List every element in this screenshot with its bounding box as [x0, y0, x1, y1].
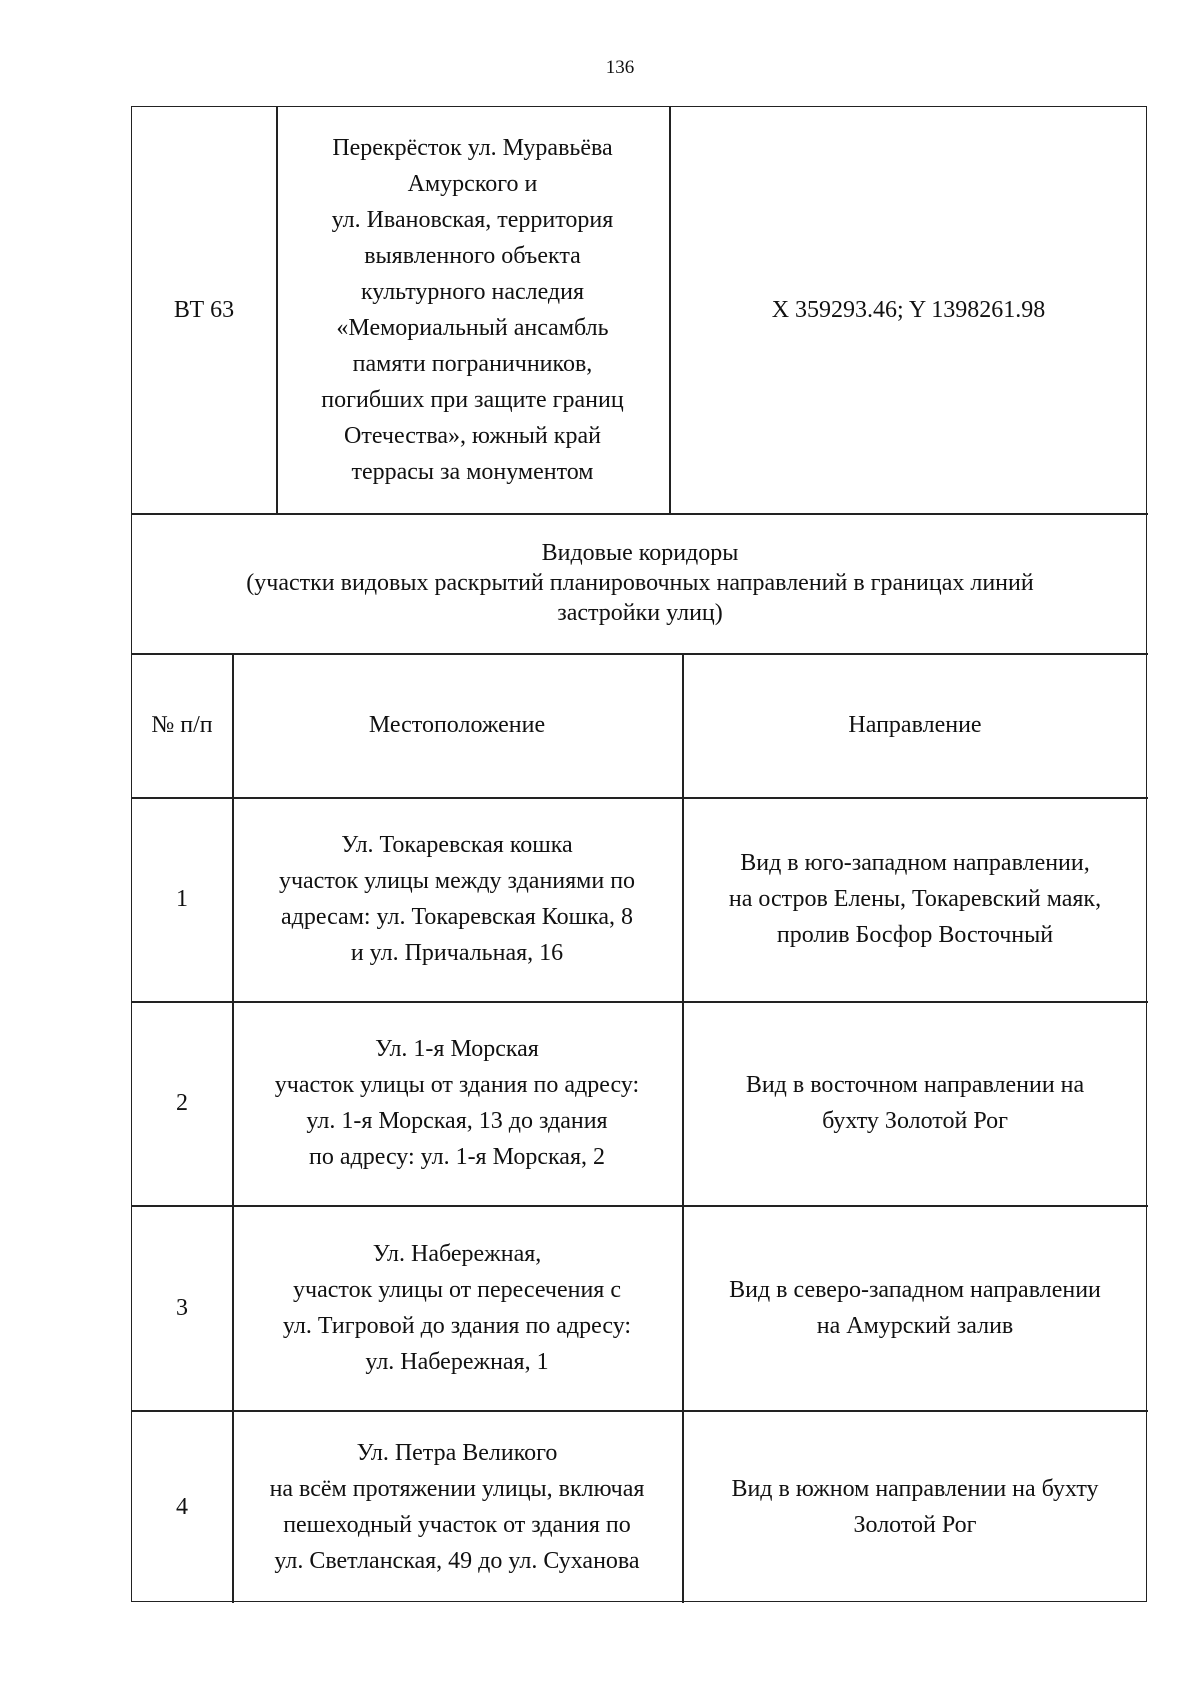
row-num-cell: [132, 1205, 232, 1410]
row-direction-cell: [682, 1001, 1148, 1205]
row-num: 2: [176, 1090, 188, 1116]
location-line: пешеходный участок от здания по: [283, 1511, 631, 1538]
row-direction-cell: [682, 797, 1148, 1001]
document-table: [131, 106, 1147, 1602]
location-line: памяти пограничников,: [352, 351, 593, 377]
location-line: по адресу: ул. 1-я Морская, 2: [309, 1144, 605, 1170]
point-code-cell: [132, 107, 276, 513]
location-line: ул. Набережная, 1: [365, 1348, 549, 1375]
page-number: 136: [605, 57, 635, 78]
header-location: Местоположение: [368, 712, 546, 738]
point-code: ВТ 63: [173, 297, 235, 323]
location-line: адресам: ул. Токаревская Кошка, 8: [280, 904, 634, 930]
location-line: ул. Светланская, 49 до ул. Суханова: [274, 1547, 640, 1574]
direction-line: Золотой Рог: [853, 1511, 977, 1538]
location-line: на всём протяжении улицы, включая: [269, 1475, 645, 1502]
direction-line: бухту Золотой Рог: [822, 1108, 1008, 1134]
row-direction-cell: [682, 1205, 1148, 1410]
location-line: «Мемориальный ансамбль: [336, 315, 609, 341]
section-title: Видовые коридоры: [541, 540, 739, 566]
location-line: ул. 1-я Морская, 13 до здания: [306, 1108, 608, 1134]
section-subtitle: застройки улиц): [557, 600, 723, 626]
coordinates-cell: [669, 107, 1148, 513]
location-line: террасы за монументом: [351, 459, 594, 485]
row-location-cell: [232, 1205, 682, 1410]
coordinates: X 359293.46; Y 1398261.98: [771, 297, 1046, 323]
row-location-cell: [232, 1410, 682, 1603]
direction-line: Вид в южном направлении на бухту: [731, 1475, 1099, 1502]
direction-line: Вид в северо-западном направлении: [729, 1276, 1101, 1303]
location-line: ул. Ивановская, территория: [331, 207, 614, 233]
location-line: погибших при защите границ: [321, 387, 624, 413]
location-line: культурного наследия: [360, 279, 585, 305]
location-line: Ул. 1-я Морская: [375, 1036, 539, 1062]
direction-line: Вид в юго-западном направлении,: [740, 850, 1090, 876]
header-location-cell: [232, 653, 682, 797]
direction-line: на остров Елены, Токаревский маяк,: [728, 886, 1102, 912]
header-num-cell: [132, 653, 232, 797]
header-num: № п/п: [151, 712, 213, 738]
section-subtitle: (участки видовых раскрытий планировочных направлений в границах линий: [246, 570, 1034, 596]
row-num-cell: [132, 797, 232, 1001]
row-num: 4: [176, 1493, 188, 1520]
location-line: участок улицы между зданиями по: [278, 868, 636, 894]
row-num-cell: [132, 1001, 232, 1205]
location-line: и ул. Причальная, 16: [350, 940, 564, 966]
location-line: участок улицы от здания по адресу:: [274, 1072, 640, 1098]
row-location-cell: [232, 1001, 682, 1205]
header-direction: Направление: [848, 712, 982, 738]
location-line: ул. Тигровой до здания по адресу:: [282, 1312, 632, 1339]
location-line: выявленного объекта: [364, 243, 581, 269]
location-line: Перекрёсток ул. Муравьёва: [332, 135, 613, 161]
point-location-cell: [276, 107, 669, 513]
row-num: 1: [176, 886, 188, 912]
row-num-cell: [132, 1410, 232, 1603]
header-direction-cell: [682, 653, 1148, 797]
direction-line: на Амурский залив: [816, 1312, 1014, 1339]
location-line: Амурского и: [407, 171, 538, 197]
section-title-cell: [132, 513, 1148, 653]
direction-line: Вид в восточном направлении на: [745, 1072, 1085, 1098]
location-line: Ул. Токаревская кошка: [341, 832, 573, 858]
direction-line: пролив Босфор Восточный: [776, 922, 1054, 948]
location-line: Ул. Набережная,: [372, 1240, 542, 1267]
row-num: 3: [176, 1294, 188, 1321]
location-line: Ул. Петра Великого: [356, 1439, 558, 1466]
location-line: Отечества», южный край: [344, 423, 601, 449]
row-location-cell: [232, 797, 682, 1001]
row-direction-cell: [682, 1410, 1148, 1603]
location-line: участок улицы от пересечения с: [293, 1276, 621, 1303]
